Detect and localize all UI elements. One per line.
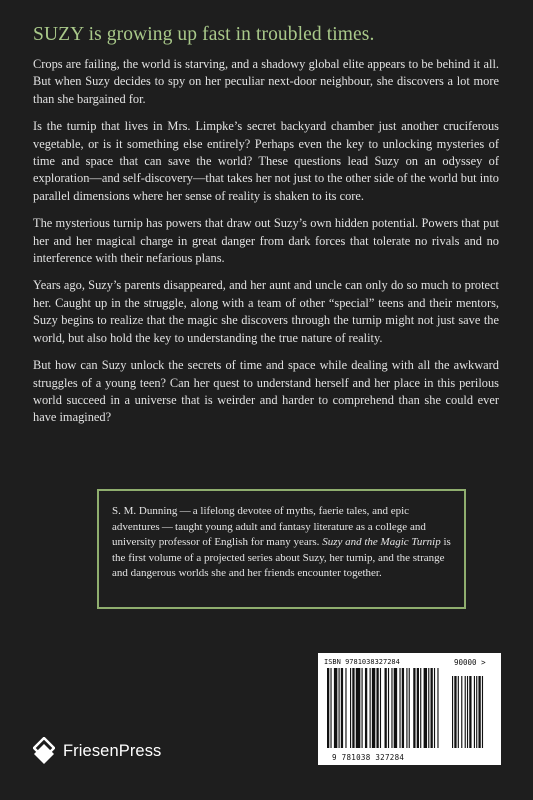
blurb bbox=[33, 56, 499, 437]
friesenpress-logo-icon bbox=[33, 737, 55, 765]
isbn-label: ISBN 9781038327284 bbox=[324, 658, 400, 666]
author-bio-text: S. M. Dunning — a lifelong devotee of myths, faerie tales, and epic adventures — taught young adult and fantasy literature as a college and university professor of English for many years. bbox=[112, 505, 426, 549]
blurb-paragraph-3: The mysterious turnip has powers that draw out Suzy’s own hidden potential. Powers that put her and her magical charge in great danger from dark forces that tolerate no rivals and no interference with their nefarious plans. bbox=[33, 216, 499, 266]
book-title: Suzy and the Magic Turnip bbox=[322, 536, 441, 549]
author-bio-box bbox=[97, 489, 466, 609]
blurb-paragraph-5: But how can Suzy unlock the secrets of time and space while dealing with all the awkward struggles of a young teen? Can her quest to understand herself and her place in this perilous world succeed in a universe that is weirder and harder to comprehend than she could ever have imagined? bbox=[33, 358, 499, 425]
headline: SUZY is growing up fast in troubled times. bbox=[33, 24, 375, 45]
publisher-name: FriesenPress bbox=[63, 741, 162, 760]
isbn-digits: 9 781038 327284 bbox=[332, 753, 405, 762]
barcode-panel bbox=[318, 653, 501, 765]
blurb-paragraph-1: Crops are failing, the world is starving, and a shadowy global elite appears to be behind it all. But when Suzy decides to spy on her peculiar next-door neighbour, she discovers a lot more than she bargained for. bbox=[33, 57, 499, 106]
barcode-bars-icon bbox=[324, 668, 495, 752]
blurb-paragraph-2: Is the turnip that lives in Mrs. Limpke’s secret backyard chamber just another cruciferous vegetable, or is it something else entirely? Perhaps even the key to unlocking mysteries of time and space that can save the world? These questions lead Suzy on an odyssey of exploration—and self-discovery—that takes her not just to the other side of the world but into parallel dimensions where her sense of reality is shaken to its core. bbox=[33, 119, 499, 203]
blurb-paragraph-4: Years ago, Suzy’s parents disappeared, and her aunt and uncle can only do so much to protect her. Caught up in the struggle, along with a team of other “special” teens and their mentors, Suzy begins to realize that the magic she discovers through the turnip might not just save the world, but also hold the key to understanding the true nature of reality. bbox=[33, 278, 499, 345]
author-bio-text-end: is the first volume of a projected series about Suzy, her turnip, and the strange and dangerous worlds she and her friends encounter together. bbox=[112, 536, 451, 580]
publisher-logo bbox=[33, 734, 161, 768]
price-code: 90000 > bbox=[454, 658, 486, 667]
